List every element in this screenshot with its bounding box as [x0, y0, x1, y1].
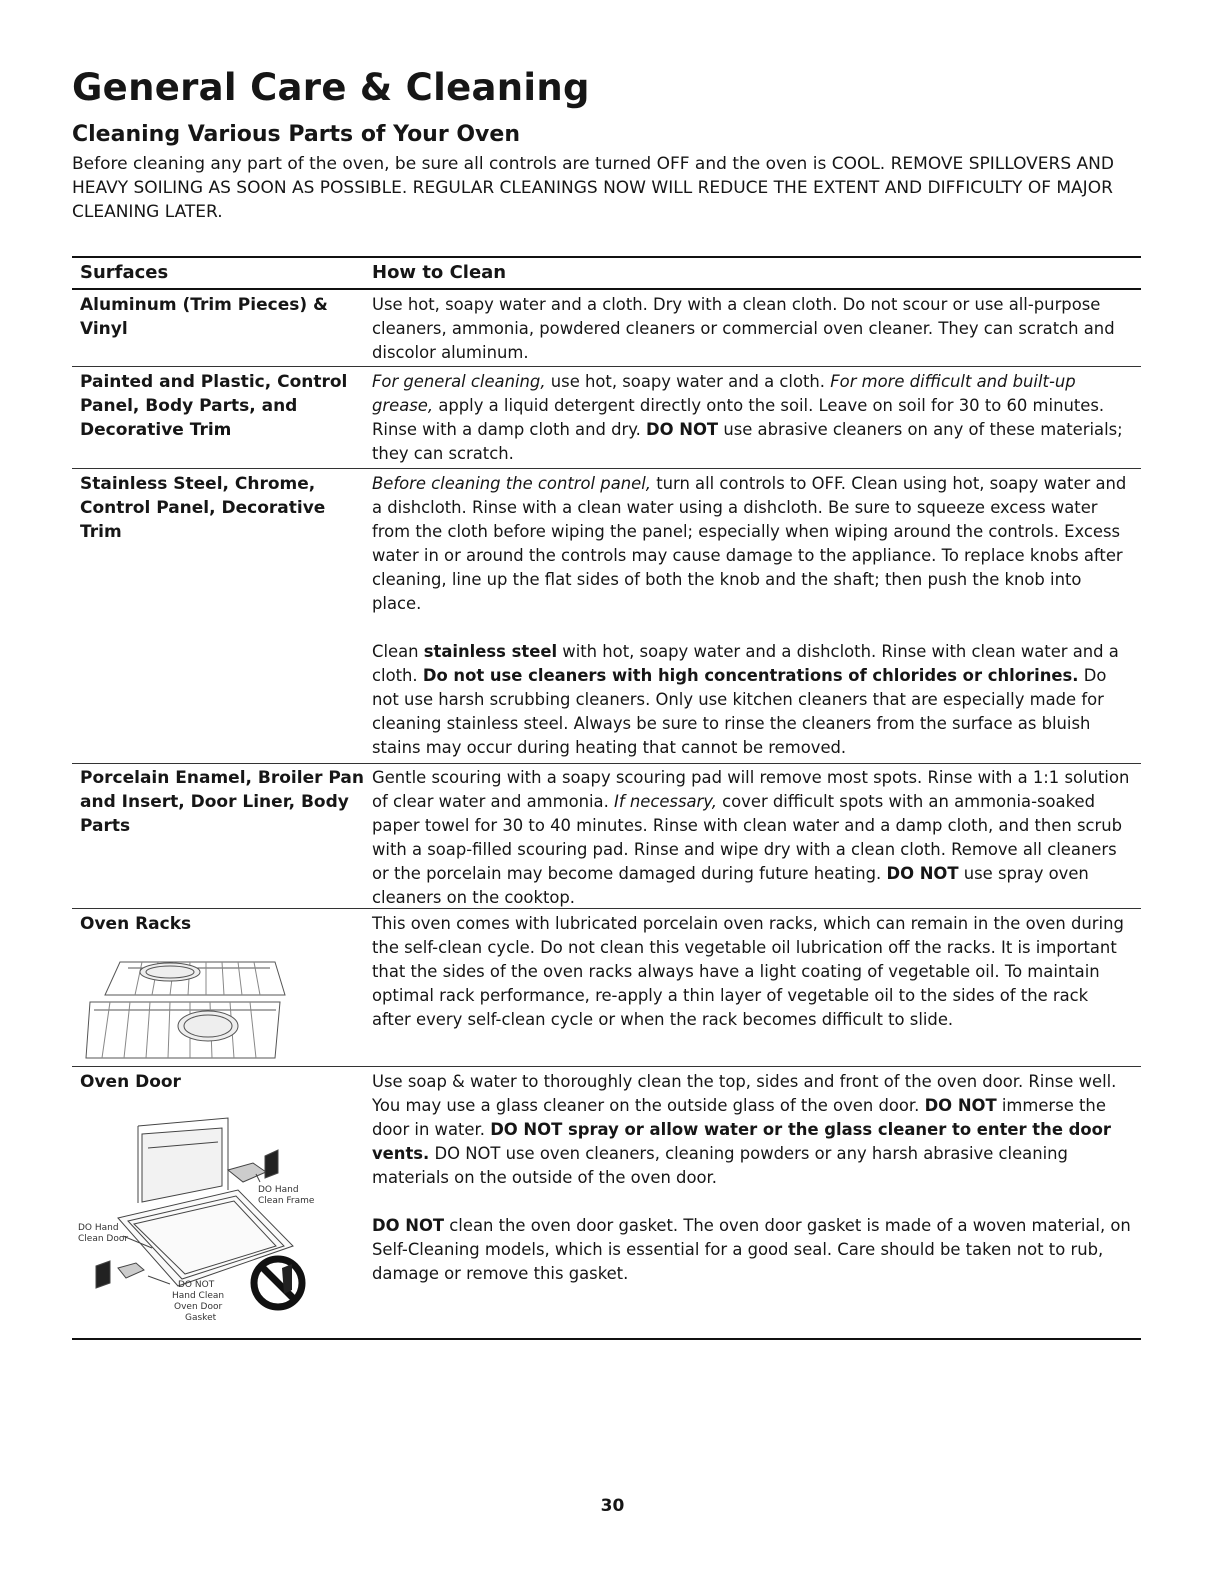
prohibited-icon — [254, 1259, 302, 1307]
label-hand-clean-door-1: DO Hand — [78, 1223, 119, 1233]
label-gasket-3: Oven Door — [174, 1302, 223, 1312]
row-divider — [72, 468, 1141, 469]
row-divider — [72, 763, 1141, 764]
cleaning-instructions — [372, 766, 1132, 910]
label-hand-clean-frame-1: DO Hand — [258, 1185, 299, 1195]
text-run: Clean — [372, 642, 424, 661]
text-run: Do not use harsh scrubbing cleaners. Only use kitchen cleaners that are especially made for cleaning stainless steel. Always be sure to rinse the cleaners from the surface as bluish stains may occur during heating that cannot be removed. — [372, 666, 1107, 757]
text-run: cover difficult spots with an ammonia-soaked paper towel for 30 to 40 minutes. Rinse with clean water and a damp cloth, and then scrub with a soap-filled scouring pad. Rinse and wipe dry with a clean cloth. Remove all cleaners or the porcelain may become damaged during future heating. — [372, 792, 1123, 883]
instruction-paragraph — [372, 912, 1132, 1032]
label-gasket-4: Gasket — [185, 1313, 217, 1323]
bold-text: DO NOT — [924, 1096, 997, 1115]
cleaning-instructions — [372, 293, 1132, 365]
row-divider — [72, 1066, 1141, 1067]
section-title: Cleaning Various Parts of Your Oven — [72, 122, 520, 147]
oven-rack-illustration — [80, 950, 290, 1062]
bold-text: Do not use cleaners with high concentrations of chlorides or chlorines. — [422, 666, 1079, 685]
table-top-rule — [72, 256, 1141, 258]
bold-text: DO NOT — [886, 864, 959, 883]
text-run: Use soap & water to thoroughly clean the top, sides and front of the oven door. Rinse well. You may use a glass cleaner on the outside glass of the oven door. — [372, 1072, 1117, 1115]
label-hand-clean-door-2: Clean Door — [78, 1234, 129, 1244]
label-hand-clean-frame-2: Clean Frame — [258, 1196, 315, 1206]
instruction-paragraph — [372, 640, 1132, 760]
oven-door-illustration — [78, 1108, 318, 1334]
instruction-paragraph — [372, 370, 1132, 466]
column-header-surfaces: Surfaces — [80, 262, 169, 283]
label-gasket-2: Hand Clean — [172, 1291, 225, 1301]
cleaning-instructions — [372, 370, 1132, 466]
cleaning-instructions — [372, 1070, 1132, 1286]
text-run: immerse the door in water. — [372, 1096, 1106, 1139]
surface-name: Oven Door — [80, 1072, 181, 1092]
cleaning-instructions — [372, 472, 1132, 760]
text-run: use spray oven cleaners on the cooktop. — [372, 864, 1089, 907]
text-run: apply a liquid detergent directly onto the soil. Leave on soil for 30 to 60 minutes. Rinse with a damp cloth and dry. — [372, 396, 1105, 439]
bold-text: DO NOT spray or allow water or the glass cleaner to enter the door vents. — [372, 1120, 1111, 1163]
surface-name: Oven Racks — [80, 914, 192, 934]
text-run: Gentle scouring with a soapy scouring pad will remove most spots. Rinse with a 1:1 solution of clear water and ammonia. — [372, 768, 1130, 811]
text-run: DO NOT use oven cleaners, cleaning powders or any harsh abrasive cleaning materials on the outside of the oven door. — [372, 1144, 1068, 1187]
intro-paragraph: Before cleaning any part of the oven, be sure all controls are turned OFF and the oven is COOL. REMOVE SPILLOVERS AND HEAVY SOILING AS SOON AS POSSIBLE. REGULAR CLEANINGS NOW WILL REDUCE THE EXTENT AND DIFFICULTY OF MAJOR CLEANING LATER. — [72, 154, 1114, 222]
surface-name: Painted and Plastic, Control Panel, Body Parts, and Decorative Trim — [80, 372, 348, 440]
text-run: use hot, soapy water and a cloth. — [545, 372, 831, 391]
text-run: use abrasive cleaners on any of these materials; they can scratch. — [372, 420, 1123, 463]
row-divider — [72, 366, 1141, 367]
bold-text: stainless steel — [423, 642, 558, 661]
table-header-rule — [72, 288, 1141, 290]
instruction-paragraph — [372, 1214, 1132, 1286]
instruction-paragraph — [372, 293, 1132, 365]
page-title: General Care & Cleaning — [72, 66, 590, 109]
instruction-paragraph — [372, 766, 1132, 910]
table-bottom-rule — [72, 1338, 1141, 1340]
surface-name: Stainless Steel, Chrome, Control Panel, Decorative Trim — [80, 474, 326, 542]
italic-text: Before cleaning the control panel, — [372, 474, 651, 493]
bold-text: DO NOT — [372, 1216, 445, 1235]
row-divider — [72, 908, 1141, 909]
surface-name: Aluminum (Trim Pieces) & Vinyl — [80, 295, 328, 339]
column-header-how-to-clean: How to Clean — [372, 262, 507, 283]
instruction-paragraph — [372, 1070, 1132, 1190]
cleaning-instructions — [372, 912, 1132, 1032]
page-number: 30 — [600, 1496, 625, 1516]
text-run: with hot, soapy water and a dishcloth. Rinse with clean water and a cloth. — [372, 642, 1119, 685]
instruction-paragraph — [372, 472, 1132, 616]
italic-text: If necessary, — [614, 792, 717, 811]
text-run: turn all controls to OFF. Clean using hot, soapy water and a dishcloth. Rinse with a clean water using a dishcloth. Be sure to squeeze excess water from the cloth before wiping the panel; especially when wiping around the controls. Excess water in or around the controls may cause damage to the appliance. To replace knobs after cleaning, line up the flat sides of both the knob and the shaft; then push the knob into place. — [372, 474, 1127, 613]
bold-text: DO NOT — [646, 420, 719, 439]
text-run: This oven comes with lubricated porcelain oven racks, which can remain in the oven during the self-clean cycle. Do not clean this vegetable oil lubrication off the racks. It is important that the sides of the oven racks always have a light coating of vegetable oil. To maintain optimal rack performance, re-apply a thin layer of vegetable oil to the sides of the rack after every self-clean cycle or when the rack becomes difficult to slide. — [372, 914, 1124, 1029]
italic-text: For general cleaning, — [372, 372, 546, 391]
text-run: clean the oven door gasket. The oven door gasket is made of a woven material, on Self-Cleaning models, which is essential for a good seal. Care should be taken not to rub, damage or remove this gasket. — [372, 1216, 1131, 1283]
text-run: Use hot, soapy water and a cloth. Dry with a clean cloth. Do not scour or use all-purpose cleaners, ammonia, powdered cleaners or commercial oven cleaner. They can scratch and discolor aluminum. — [372, 295, 1115, 362]
label-gasket-1: DO NOT — [178, 1280, 215, 1290]
surface-name: Porcelain Enamel, Broiler Pan and Insert, Door Liner, Body Parts — [80, 768, 364, 836]
italic-text: For more difficult and built-up grease, — [372, 372, 1076, 415]
